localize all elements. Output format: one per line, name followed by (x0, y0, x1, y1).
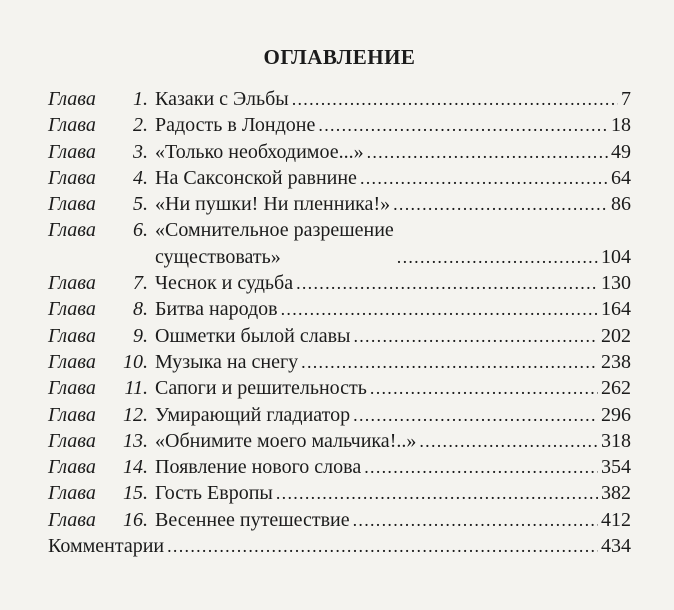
leader-dots (276, 480, 598, 506)
chapter-label (48, 428, 155, 454)
chapter-word: Глава (48, 508, 96, 531)
page-number: 49 (611, 140, 631, 163)
chapter-number: 4. (133, 166, 148, 189)
toc-row[interactable] (48, 428, 631, 454)
page-number: 354 (601, 456, 631, 479)
chapter-title: Появление нового слова (155, 456, 362, 479)
chapter-number: 9. (133, 324, 148, 347)
chapter-label (48, 296, 155, 322)
page-number: 296 (601, 403, 631, 426)
toc-row[interactable] (48, 349, 631, 375)
toc-row[interactable] (48, 480, 631, 506)
chapter-number: 10. (123, 350, 148, 373)
chapter-title: Казаки с Эльбы (155, 88, 289, 110)
chapter-title-line-2: существовать» (155, 245, 281, 268)
toc-row[interactable] (48, 402, 631, 428)
chapter-number: 11. (124, 377, 148, 400)
chapter-word: Глава (48, 193, 96, 216)
toc-row[interactable] (48, 217, 631, 270)
chapter-word: Глава (48, 429, 96, 452)
chapter-label (48, 270, 155, 296)
chapter-label (48, 349, 155, 375)
chapter-word: Глава (48, 350, 96, 373)
chapter-word: Глава (48, 140, 96, 163)
chapter-title-line-1: «Сомнительное разрешение (155, 219, 394, 242)
chapter-title: Сапоги и решительность (155, 377, 367, 400)
leader-dots (353, 402, 598, 428)
toc-row[interactable] (48, 112, 631, 138)
toc-row[interactable] (48, 323, 631, 349)
chapter-label (48, 165, 155, 191)
chapter-number: 13. (123, 429, 148, 452)
toc-row[interactable] (48, 165, 631, 191)
chapter-word: Глава (48, 166, 96, 189)
chapter-word: Глава (48, 403, 96, 426)
chapter-title: Умирающий гладиатор (155, 403, 351, 426)
toc-row[interactable] (48, 270, 631, 296)
leader-dots (367, 139, 608, 165)
chapter-word: Глава (48, 219, 96, 242)
chapter-number: 2. (133, 114, 148, 137)
chapter-title: Радость в Лондоне (155, 114, 316, 137)
chapter-title (155, 217, 394, 270)
leader-dots (397, 244, 598, 270)
toc-row[interactable] (48, 454, 631, 480)
page-number: 382 (601, 482, 631, 505)
toc-row-comments[interactable] (48, 533, 631, 559)
chapter-title: Весеннее путешествие (155, 508, 350, 531)
chapter-title: Битва народов (155, 298, 278, 321)
chapter-word: Глава (48, 456, 96, 479)
chapter-title: Музыка на снегу (155, 350, 299, 373)
chapter-word: Глава (48, 377, 96, 400)
chapter-label (48, 191, 155, 217)
chapter-label (48, 454, 155, 480)
page-number: 238 (601, 350, 631, 373)
leader-dots (281, 296, 598, 322)
chapter-label (48, 480, 155, 506)
toc-row[interactable] (48, 139, 631, 165)
chapter-label (48, 507, 155, 533)
leader-dots (296, 270, 598, 296)
chapter-word: Глава (48, 272, 96, 295)
chapter-word: Глава (48, 88, 96, 110)
page-number: 18 (611, 114, 631, 137)
chapter-number: 7. (133, 272, 148, 295)
page-number: 434 (601, 535, 631, 558)
chapter-title: Ошметки былой славы (155, 324, 351, 347)
leader-dots (353, 323, 598, 349)
chapter-label (48, 139, 155, 165)
chapter-number: 3. (133, 140, 148, 163)
chapter-number: 16. (123, 508, 148, 531)
leader-dots (419, 428, 598, 454)
table-of-contents (48, 86, 631, 559)
page-number: 202 (601, 324, 631, 347)
chapter-label (48, 112, 155, 138)
page-number: 164 (601, 298, 631, 321)
page-number: 130 (601, 272, 631, 295)
page-title: ОГЛАВЛЕНИЕ (263, 45, 416, 69)
leader-dots (318, 112, 608, 138)
page-number: 262 (601, 377, 631, 400)
chapter-word: Глава (48, 324, 96, 347)
leader-dots (353, 507, 598, 533)
chapter-number: 12. (123, 403, 148, 426)
leader-dots (292, 86, 618, 112)
leader-dots (370, 375, 598, 401)
toc-row[interactable] (48, 296, 631, 322)
chapter-number: 6. (133, 219, 148, 242)
chapter-label (48, 375, 155, 401)
page-number: 64 (611, 166, 631, 189)
leader-dots (167, 533, 598, 559)
chapter-title: «Обнимите моего мальчика!..» (155, 429, 417, 452)
toc-row[interactable] (48, 86, 631, 112)
chapter-word: Глава (48, 114, 96, 137)
leader-dots (301, 349, 598, 375)
chapter-title: Чеснок и судьба (155, 272, 294, 295)
chapter-label (48, 323, 155, 349)
chapter-title: На Саксонской равнине (155, 166, 357, 189)
page-number: 104 (601, 245, 631, 268)
page-number: 412 (601, 508, 631, 531)
toc-row[interactable] (48, 375, 631, 401)
chapter-number: 8. (133, 298, 148, 321)
chapter-label (48, 402, 155, 428)
chapter-word: Глава (48, 298, 96, 321)
chapter-label (48, 86, 155, 112)
chapter-number: 15. (123, 482, 148, 505)
leader-dots (393, 191, 608, 217)
chapter-number: 1. (133, 88, 148, 110)
comments-title: Комментарии (48, 535, 165, 558)
chapter-title: Гость Европы (155, 482, 273, 505)
chapter-number: 5. (133, 193, 148, 216)
toc-row[interactable] (48, 191, 631, 217)
leader-dots (364, 454, 598, 480)
page-number: 7 (621, 88, 631, 110)
toc-row[interactable] (48, 507, 631, 533)
chapter-title: «Только необходимое...» (155, 140, 364, 163)
page-number: 318 (601, 429, 631, 452)
toc-page (48, 0, 631, 559)
chapter-label (48, 217, 155, 243)
chapter-number: 14. (123, 456, 148, 479)
chapter-word: Глава (48, 482, 96, 505)
page-number: 86 (611, 193, 631, 216)
chapter-title: «Ни пушки! Ни пленника!» (155, 193, 391, 216)
leader-dots (360, 165, 608, 191)
